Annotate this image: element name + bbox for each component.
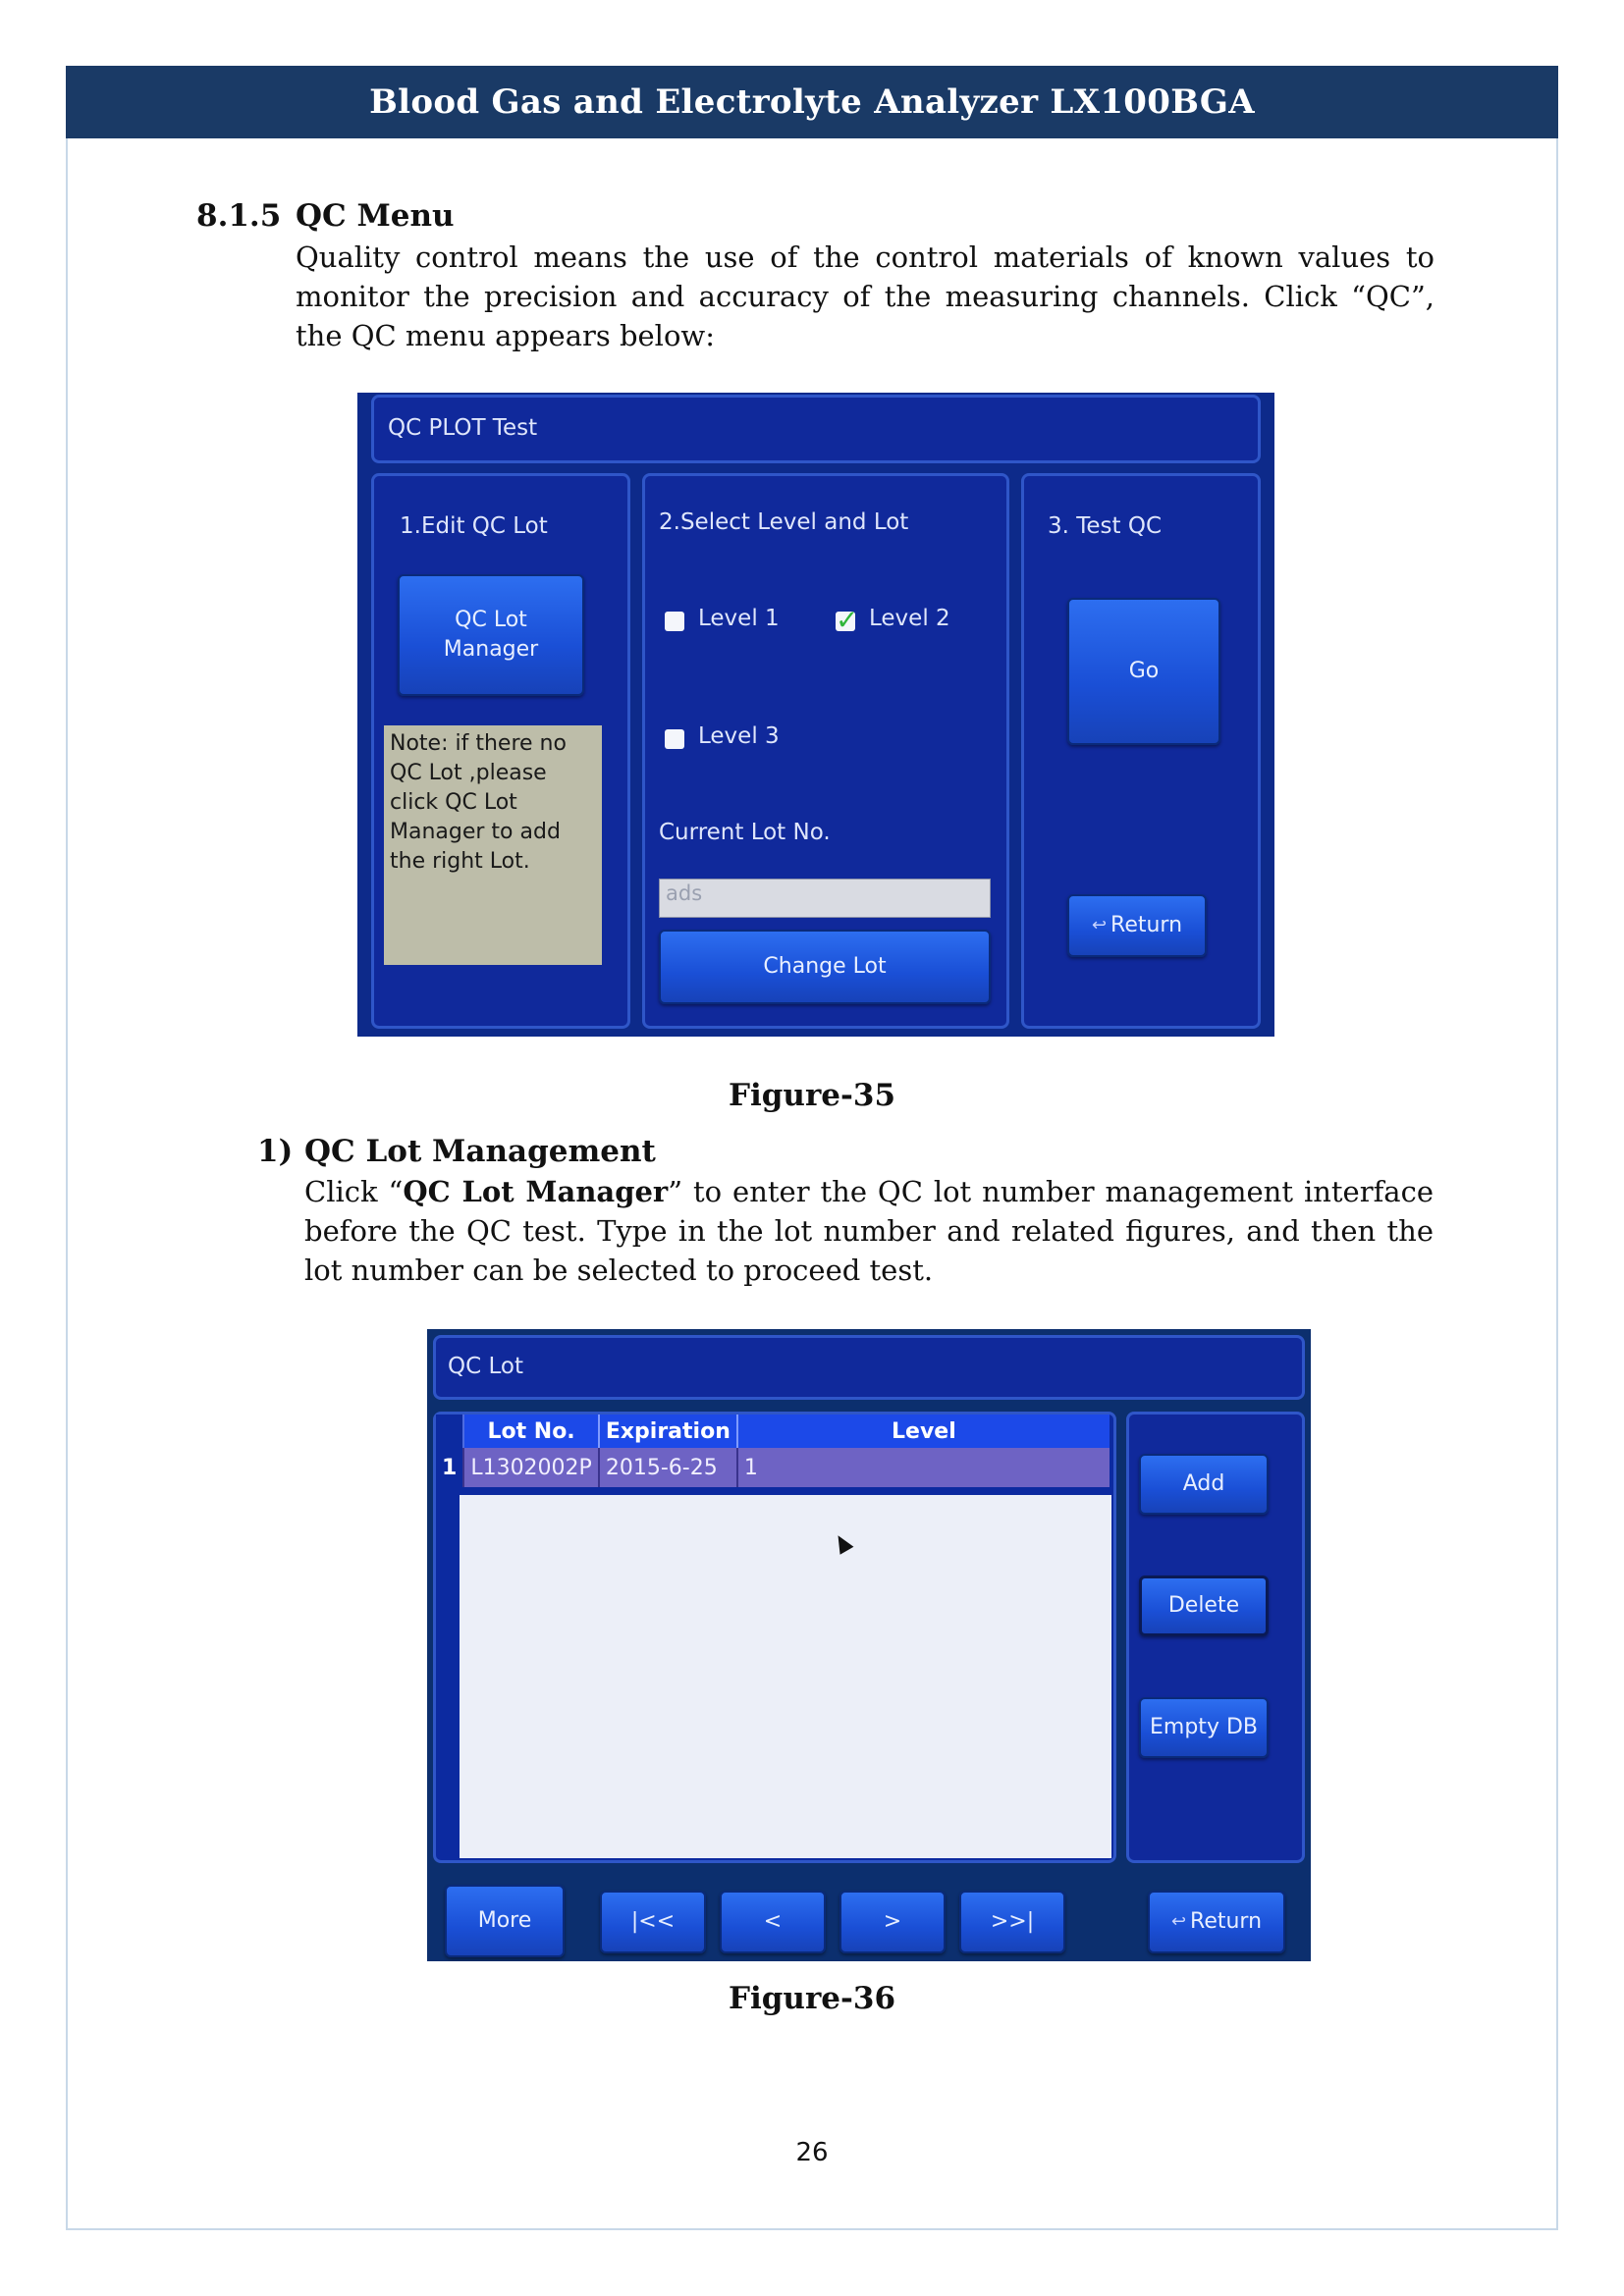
level-2-label: Level 2: [869, 606, 950, 631]
add-button[interactable]: Add: [1139, 1454, 1269, 1515]
level-1-label: Level 1: [698, 606, 780, 631]
delete-button[interactable]: Delete: [1139, 1575, 1269, 1636]
qc-lot-manager-button[interactable]: QC Lot Manager: [398, 574, 584, 696]
col-level[interactable]: Level: [737, 1415, 1110, 1448]
cell-lot-no[interactable]: L1302002P: [463, 1448, 599, 1487]
test-qc-title: 3. Test QC: [1048, 513, 1163, 539]
return-button[interactable]: [1067, 894, 1207, 957]
page-header: [66, 66, 1558, 138]
current-lot-input[interactable]: ads: [659, 879, 991, 918]
figure-35-caption: Figure-35: [728, 1078, 896, 1113]
table-body-area: [460, 1495, 1111, 1858]
figure-36-caption: Figure-36: [728, 1981, 896, 2016]
item-text-bold: QC Lot Manager: [403, 1175, 669, 1208]
edit-qc-lot-title: 1.Edit QC Lot: [400, 513, 548, 539]
current-lot-label: Current Lot No.: [659, 820, 831, 845]
lot-table-panel: [433, 1412, 1116, 1863]
level-3-checkbox[interactable]: [665, 729, 684, 749]
item-title: QC Lot Management: [304, 1134, 656, 1169]
next-page-button[interactable]: >: [839, 1891, 946, 1953]
window-title: QC PLOT Test: [388, 415, 538, 441]
return-label: Return: [1110, 913, 1183, 937]
item-text-post: ” to enter the QC lot number management interface before the QC test. Type in the lot number and related figures, and then the lot number can be selected to proceed test.: [304, 1175, 1435, 1287]
go-button[interactable]: Go: [1067, 598, 1220, 745]
cell-level[interactable]: 1: [737, 1448, 1110, 1487]
change-lot-button[interactable]: Change Lot: [659, 930, 991, 1004]
prev-page-button[interactable]: <: [720, 1891, 826, 1953]
col-expiration[interactable]: Expiration: [599, 1415, 737, 1448]
section-number: 8.1.5: [196, 198, 282, 234]
return-button[interactable]: [1148, 1891, 1285, 1953]
select-level-title: 2.Select Level and Lot: [659, 509, 909, 535]
header-title: Blood Gas and Electrolyte Analyzer LX100BGA: [369, 82, 1255, 122]
row-index: 1: [436, 1448, 463, 1487]
section-title: QC Menu: [296, 198, 455, 234]
item-text-pre: Click “: [304, 1175, 404, 1208]
window-title: QC Lot: [448, 1354, 523, 1379]
more-button[interactable]: More: [445, 1885, 565, 1957]
table-header-row: [436, 1415, 1110, 1448]
title-bar: [371, 395, 1261, 463]
cell-expiration[interactable]: 2015-6-25: [599, 1448, 737, 1487]
item-number: 1): [257, 1134, 294, 1169]
test-qc-panel: [1021, 473, 1261, 1029]
col-lot-no[interactable]: Lot No.: [463, 1415, 599, 1448]
last-page-button[interactable]: >>|: [959, 1891, 1065, 1953]
qc-lot-note: Note: if there no QC Lot ,please click QC Lot Manager to add the right Lot.: [384, 725, 602, 965]
page-number: 26: [795, 2138, 829, 2167]
side-button-panel: [1126, 1412, 1305, 1863]
qc-lot-screenshot: [427, 1329, 1311, 1961]
level-3-label: Level 3: [698, 723, 780, 749]
lot-table: [436, 1415, 1110, 1487]
select-level-panel: [642, 473, 1009, 1029]
title-bar: [433, 1335, 1305, 1400]
row-index-header: [436, 1415, 463, 1448]
empty-db-button[interactable]: Empty DB: [1139, 1697, 1269, 1758]
level-2-checkbox[interactable]: [836, 612, 855, 631]
first-page-button[interactable]: |<<: [600, 1891, 706, 1953]
return-arrow-icon: ↩: [1170, 1911, 1187, 1932]
return-label: Return: [1190, 1909, 1263, 1934]
item-paragraph: [304, 1172, 1434, 1290]
table-row[interactable]: [436, 1448, 1110, 1487]
return-arrow-icon: ↩: [1091, 915, 1108, 935]
qc-plot-test-screenshot: [357, 393, 1274, 1037]
level-1-checkbox[interactable]: [665, 612, 684, 631]
section-paragraph: Quality control means the use of the control materials of known values to monitor the precision and accuracy of the measuring channels. Click “QC”, the QC menu appears below:: [296, 240, 1435, 352]
edit-qc-lot-panel: [371, 473, 630, 1029]
